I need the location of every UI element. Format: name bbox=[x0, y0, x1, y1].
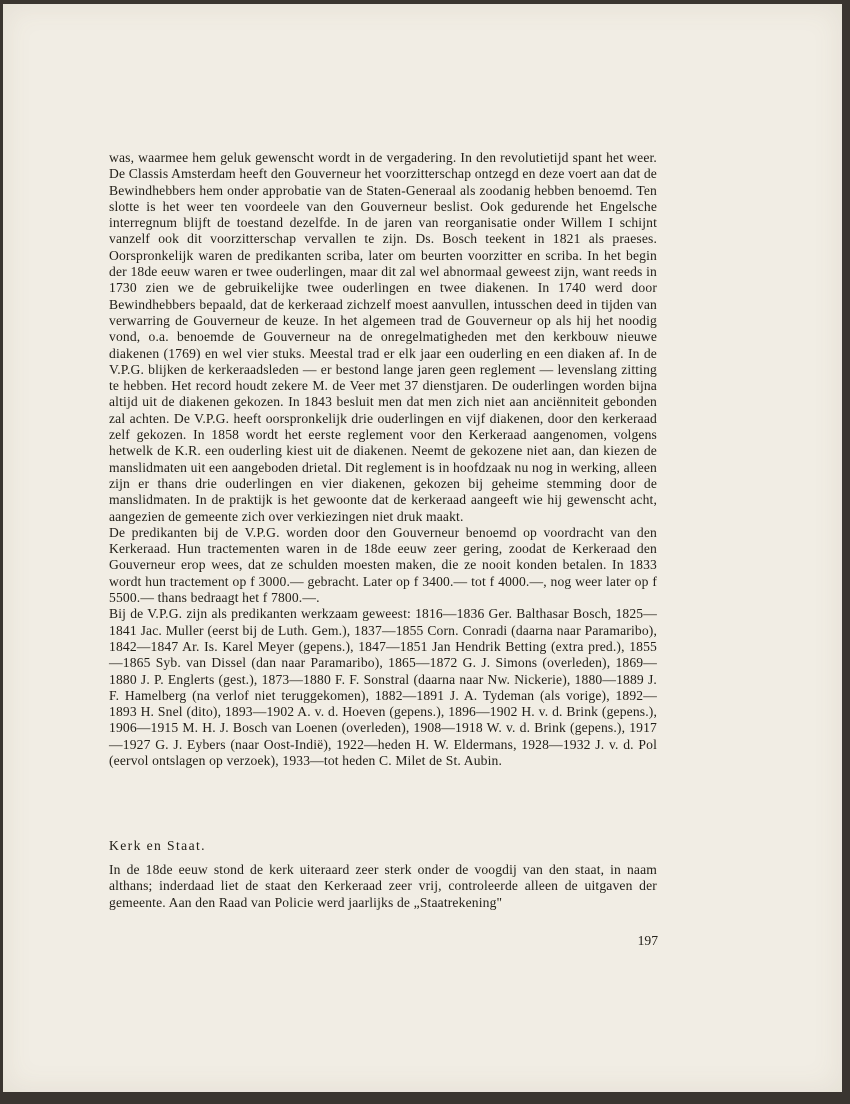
paragraph-church-council: was, waarmee hem geluk gewenscht wordt in de vergadering. In den revolutietijd spant het weer. De Classis Amsterdam heeft den Gouverneur het voorzitterschap ontzegd en deze voert aan dat de Bewindhebbers hem onder approbatie van de Staten-Generaal als zoodanig hebben benoemd. Ten slotte is het weer ten voordeele van den Gouverneur beslist. Ook gedurende het Engelsche interregnum blijft de toestand dezelfde. In de jaren van reorganisatie onder Willem I schijnt vanzelf ook dit voorzitterschap vervallen te zijn. Ds. Bosch teekent in 1821 als praeses. Oorspronkelijk waren de predikanten scriba, later om beurten voorzitter en scriba. In het begin der 18de eeuw waren er twee ouderlingen, maar dit zal wel abnormaal geweest zijn, want reeds in 1730 zien we de gebruikelijke twee ouderlingen en twee diakenen. In 1740 werd door Bewindhebbers bepaald, dat de kerkeraad zichzelf moest aanvullen, intusschen deed in tijden van verwarring de Gouverneur de keuze. In het algemeen trad de Gouverneur op als hij het noodig vond, o.a. benoemde de Gouverneur na de onregelmatigheden met den kerkbouw nieuwe diakenen (1769) en wel vier stuks. Meestal trad er elk jaar een ouderling en een diaken af. In de V.P.G. blijken de kerkeraadsleden — er bestond lange jaren geen reglement — levenslang zitting te hebben. Het record houdt zekere M. de Veer met 37 dienstjaren. De ouderlingen worden bijna altijd uit de diakenen gekozen. In 1843 besluit men dat men zich niet aan anciënniteit gebonden zal achten. De V.P.G. heeft oorspronkelijk drie ouderlingen en vijf diakenen, door den kerkeraad zelf gekozen. In 1858 wordt het eerste reglement voor den Kerkeraad aangenomen, volgens hetwelk de K.R. een ouderling kiest uit de diakenen. Neemt de gekozene niet aan, dan kiezen de manslidmaten uit een aangeboden drietal. Dit reglement is in hoofdzaak nu nog in werking, alleen zijn er thans drie ouderlingen en vier diakenen, gekozen bij geheime stemming door de manslidmaten. In de praktijk is het gewoonte dat de kerkeraad aangeeft wie hij gewenscht acht, aangezien de gemeente zich over verkiezingen niet druk maakt. bbox=[109, 150, 657, 524]
book-page bbox=[3, 4, 842, 1092]
paragraph-church-and-state: In de 18de eeuw stond de kerk uiteraard zeer sterk onder de voogdij van den staat, in naam althans; inderdaad liet de staat den Kerkeraad zeer vrij, controleerde alleen de uitgaven der gemeente. Aan den Raad van Policie werd jaarlijks de „Staatrekening" bbox=[109, 862, 657, 910]
paragraph-salaries: De predikanten bij de V.P.G. worden door den Gouverneur benoemd op voordracht van den Kerkeraad. Hun tractementen waren in de 18de eeuw zeer gering, zoodat de Kerkeraad den Gouverneur erop wees, dat ze schulden moesten maken, die ze nooit konden betalen. In 1833 wordt hun tractement op f 3000.— gebracht. Later op f 3400.— tot f 4000.—, nog weer later op f 5500.— thans bedraagt het f 7800.—. bbox=[109, 524, 657, 606]
section-body-text bbox=[109, 862, 657, 911]
section-heading: Kerk en Staat. bbox=[109, 838, 206, 853]
paragraph-preachers-list: Bij de V.P.G. zijn als predikanten werkzaam geweest: 1816—1836 Ger. Balthasar Bosch, 1825—1841 Jac. Muller (eerst bij de Luth. Gem.), 1837—1855 Corn. Conradi (daarna naar Paramaribo), 1842—1847 Ar. Is. Karel Meyer (gepens.), 1847—1851 Jan Hendrik Betting (extra pred.), 1855—1865 Syb. van Dissel (dan naar Paramaribo), 1865—1872 G. J. Simons (overleden), 1869—1880 J. P. Englerts (gest.), 1873—1880 F. F. Sonstral (daarna naar Nw. Nickerie), 1880—1889 J. F. Hamelberg (na verlof niet teruggekomen), 1882—1891 J. A. Tydeman (als vorige), 1892—1893 H. Snel (dito), 1893—1902 A. v. d. Hoeven (gepens.), 1896—1902 H. v. d. Brink (gepens.), 1906—1915 M. H. J. Bosch van Loenen (overleden), 1908—1918 W. v. d. Brink (gepens.), 1917—1927 G. J. Eybers (naar Oost-Indië), 1922—heden H. W. Eldermans, 1928—1932 J. v. d. Pol (eervol ontslagen op verzoek), 1933—tot heden C. Milet de St. Aubin. bbox=[109, 606, 657, 768]
body-text bbox=[109, 150, 657, 769]
page-number: 197 bbox=[637, 933, 658, 948]
